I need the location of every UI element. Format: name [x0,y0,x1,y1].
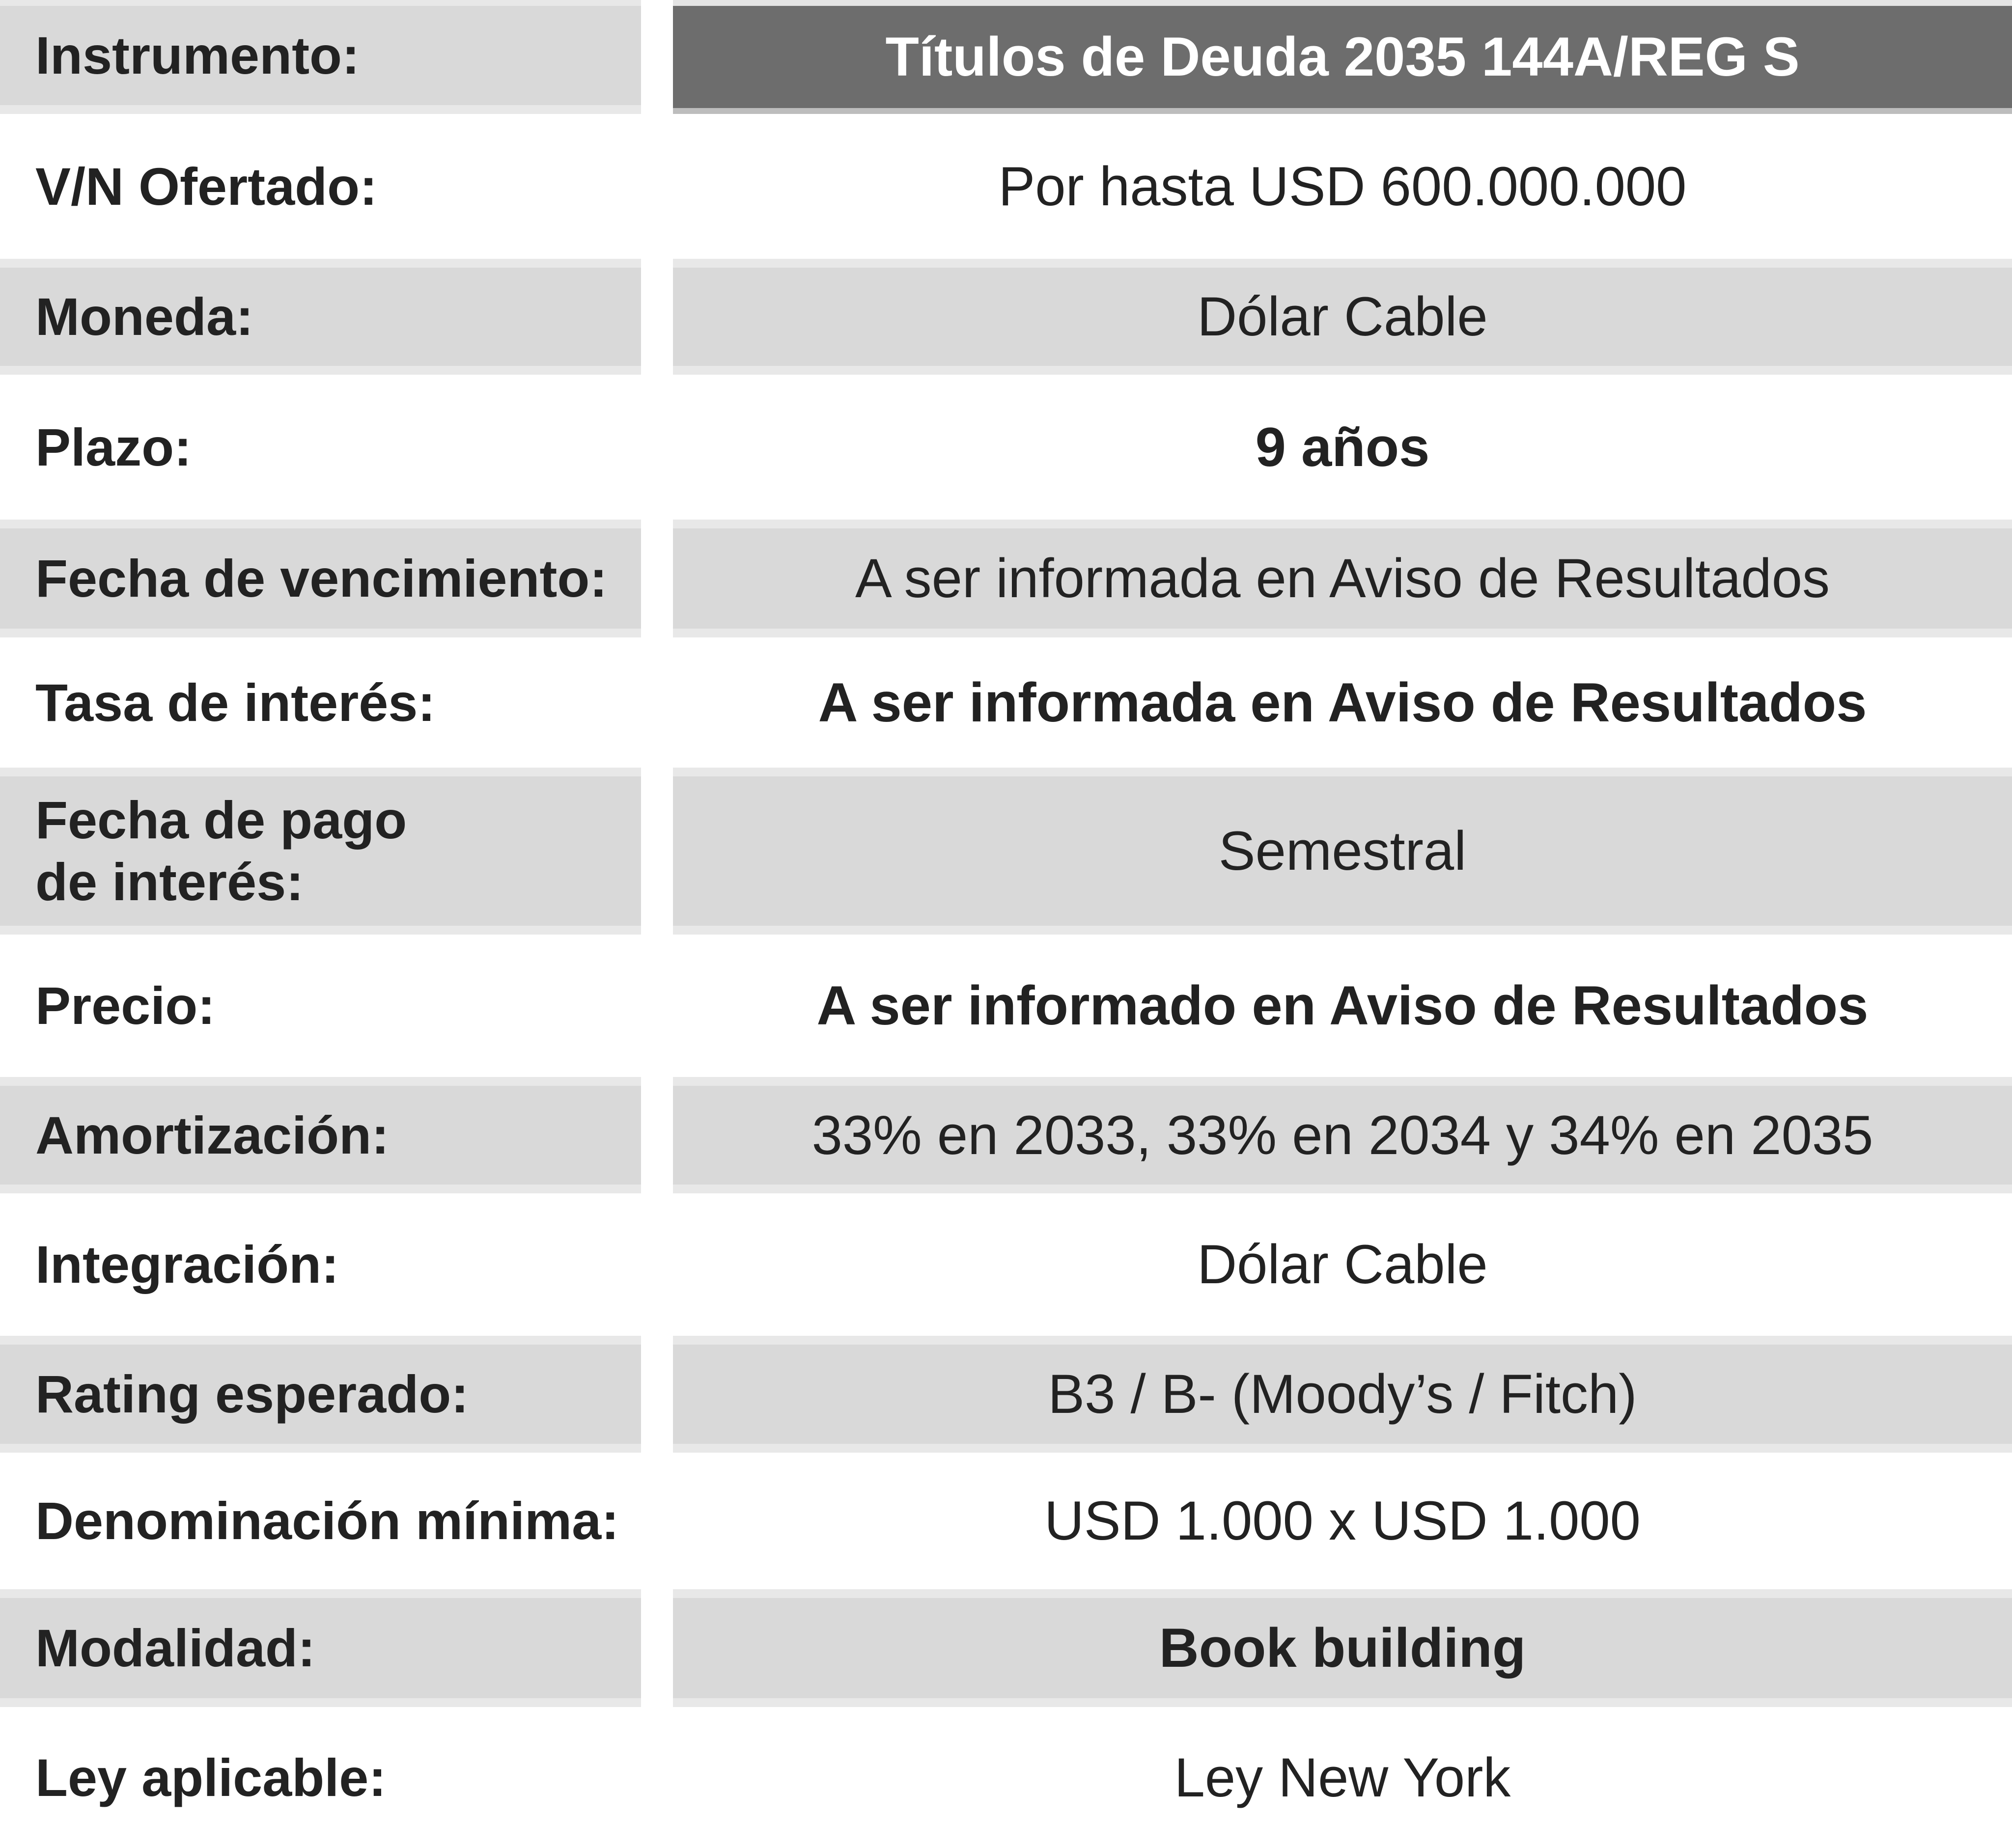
value-cell [673,1336,2012,1453]
row-label: Denominación mínima: [35,1491,619,1550]
label-cell [0,1589,641,1707]
row-value: 33% en 2033, 33% en 2034 y 34% en 2035 [811,1104,1873,1166]
row-label: Instrumento: [35,26,360,85]
label-cell [0,114,641,259]
value-cell [673,637,2012,768]
row-label: Modalidad: [35,1618,315,1678]
row-instrumento [0,0,2012,114]
value-cell [673,768,2012,935]
row-rating-esperado [0,1336,2012,1453]
label-cell [0,768,641,935]
label-cell [0,1707,641,1848]
row-value: 9 años [1255,416,1430,478]
row-value: B3 / B- (Moody’s / Fitch) [1048,1363,1637,1425]
row-value: A ser informada en Aviso de Resultados [818,671,1867,733]
label-cell [0,1336,641,1453]
row-label: V/N Ofertado: [35,156,378,216]
row-moneda [0,259,2012,375]
value-cell [673,114,2012,259]
label-cell [0,1193,641,1336]
row-label: Integración: [35,1235,339,1294]
label-cell [0,0,641,114]
value-cell [673,375,2012,520]
row-label: Rating esperado: [35,1364,469,1424]
value-cell [673,1589,2012,1707]
row-integracion [0,1193,2012,1336]
label-cell [0,259,641,375]
row-label: Fecha de vencimiento: [35,549,608,608]
row-label: Moneda: [35,287,253,346]
row-value: A ser informada en Aviso de Resultados [855,548,1830,609]
value-cell [673,1453,2012,1589]
row-vn-ofertado [0,114,2012,259]
value-cell [673,1707,2012,1848]
row-ley-aplicable [0,1707,2012,1848]
row-denominacion-minima [0,1453,2012,1589]
label-cell [0,375,641,520]
row-value: Dólar Cable [1197,286,1488,347]
row-value: Títulos de Deuda 2035 144A/REG S [885,26,1800,87]
row-fecha-vencimiento [0,520,2012,637]
value-cell [673,259,2012,375]
label-cell [0,1453,641,1589]
row-fecha-pago-interes [0,768,2012,935]
value-cell [673,1193,2012,1336]
label-cell [0,1077,641,1193]
value-cell [673,935,2012,1077]
row-value: Ley New York [1174,1746,1511,1808]
value-cell [673,1077,2012,1193]
row-modalidad [0,1589,2012,1707]
row-value: Por hasta USD 600.000.000 [998,155,1687,217]
row-value: Dólar Cable [1197,1234,1488,1295]
row-amortizacion [0,1077,2012,1193]
row-tasa-interes [0,637,2012,768]
row-label: Ley aplicable: [35,1747,387,1807]
row-label: Plazo: [35,417,192,477]
row-precio [0,935,2012,1077]
row-label: Amortización: [35,1105,390,1165]
row-label: Tasa de interés: [35,672,436,732]
row-value: Semestral [1218,820,1467,882]
label-cell [0,520,641,637]
row-value: A ser informado en Aviso de Resultados [816,975,1869,1036]
value-cell [673,520,2012,637]
row-label: Fecha de pago de interés: [35,790,407,911]
label-cell [0,637,641,768]
row-plazo [0,375,2012,520]
row-label: Precio: [35,976,216,1035]
label-cell [0,935,641,1077]
value-cell [673,0,2012,114]
row-value: Book building [1159,1617,1526,1679]
row-value: USD 1.000 x USD 1.000 [1044,1490,1641,1551]
